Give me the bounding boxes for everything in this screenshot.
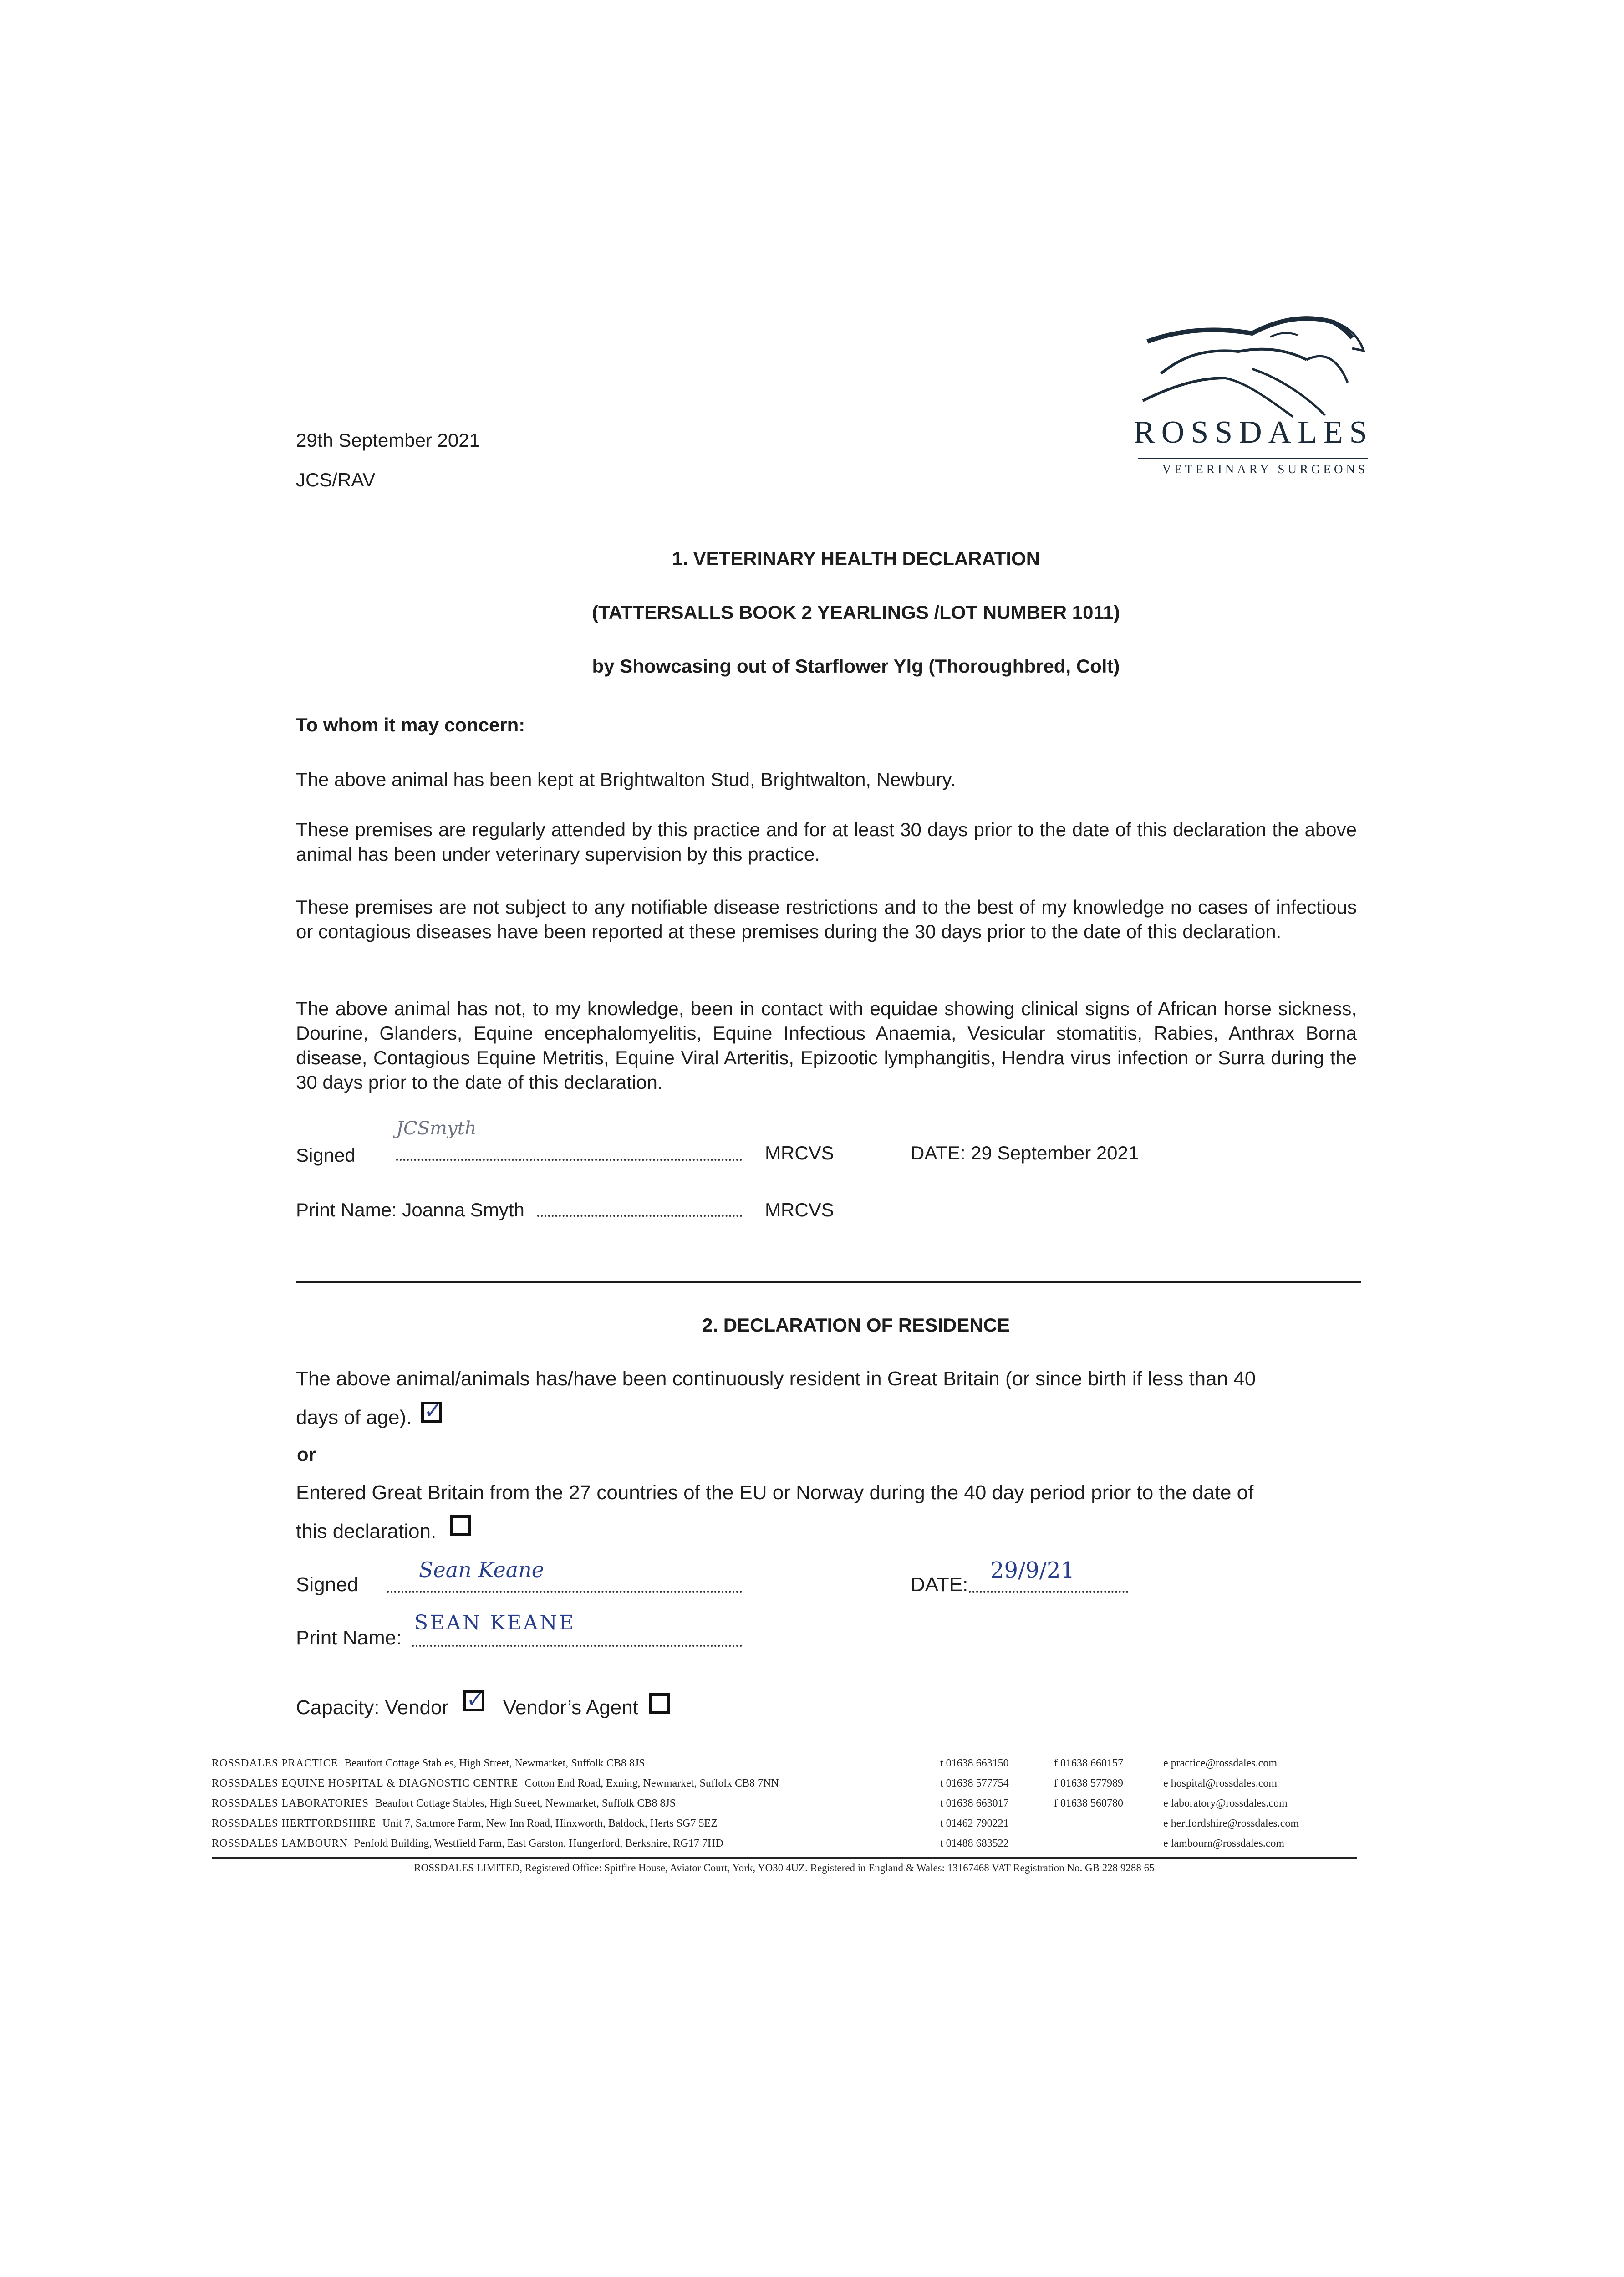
footer-row bbox=[212, 1773, 1368, 1793]
vendor-date-line bbox=[969, 1591, 1128, 1593]
paragraph-no-contact: The above animal has not, to my knowledge, been in contact with equidae showing clinical signs of African horse sickness, Dourine, Glanders, Equine encephalomyelitis, Equine Infectious Anaemia, Vesicular stomatitis, Rabies, Anthrax Borna disease, Contagious Equine Metritis, Equine Viral Arteritis, Epizootic lymphangitis, Hendra virus infection or Surra during the 30 days prior to the date of this declaration. bbox=[296, 998, 1357, 1093]
company-logo bbox=[1134, 310, 1374, 476]
footer-fax: f 01638 560780 bbox=[1054, 1797, 1123, 1809]
vendor-print-name: SEAN KEANE bbox=[414, 1611, 575, 1634]
vendor-date-value: 29/9/21 bbox=[990, 1557, 1075, 1583]
signature-line bbox=[396, 1159, 742, 1161]
signed-label: Signed bbox=[296, 1144, 356, 1166]
vendor-checkbox[interactable] bbox=[463, 1690, 484, 1711]
vendor-signed-label: Signed bbox=[296, 1573, 359, 1596]
logo-divider bbox=[1138, 458, 1368, 459]
footer-email: e hertfordshire@rossdales.com bbox=[1163, 1818, 1299, 1829]
section-divider bbox=[296, 1281, 1361, 1283]
capacity-label: Capacity: Vendor bbox=[296, 1696, 449, 1719]
logo-subtitle: VETERINARY SURGEONS bbox=[1162, 462, 1368, 476]
footer-org: ROSSDALES LAMBOURN bbox=[212, 1838, 348, 1849]
vet-signature: JCSmyth bbox=[396, 1118, 477, 1139]
footer-row bbox=[212, 1753, 1368, 1773]
footer-email: e laboratory@rossdales.com bbox=[1163, 1797, 1288, 1809]
footer-org: ROSSDALES PRACTICE bbox=[212, 1757, 338, 1769]
letter-reference: JCS/RAV bbox=[296, 469, 376, 490]
footer-address: Penfold Building, Westfield Farm, East Garston, Hungerford, Berkshire, RG17 7HD bbox=[354, 1838, 723, 1849]
horse-logo-icon bbox=[1134, 310, 1370, 419]
paragraph-no-disease: These premises are not subject to any notifiable disease restrictions and to the best of my knowledge no cases of infectious or contagious diseases have been reported at these premises during the 30 days prior to the date of this declaration. bbox=[296, 896, 1357, 942]
footer-address: Beaufort Cottage Stables, High Street, Newmarket, Suffolk CB8 8JS bbox=[375, 1797, 676, 1809]
footer-org: ROSSDALES LABORATORIES bbox=[212, 1797, 369, 1809]
footer-address: Unit 7, Saltmore Farm, New Inn Road, Hinxworth, Baldock, Herts SG7 5EZ bbox=[382, 1818, 718, 1829]
footer-tel: t 01462 790221 bbox=[940, 1818, 1009, 1829]
declaration-date: DATE: 29 September 2021 bbox=[911, 1142, 1139, 1164]
vendor-signature-line bbox=[387, 1591, 742, 1593]
footer-tel: t 01488 683522 bbox=[940, 1838, 1009, 1849]
footer-row bbox=[212, 1813, 1368, 1833]
footer-email: e hospital@rossdales.com bbox=[1163, 1777, 1278, 1789]
agent-label: Vendor’s Agent bbox=[503, 1696, 638, 1719]
mrcvs-label-2: MRCVS bbox=[765, 1199, 834, 1220]
agent-checkbox[interactable] bbox=[649, 1693, 670, 1714]
footer-fax: f 01638 577989 bbox=[1054, 1777, 1123, 1789]
section1-subheading: (TATTERSALLS BOOK 2 YEARLINGS /LOT NUMBER 1011) bbox=[592, 602, 1120, 623]
vet-print-name: Print Name: Joanna Smyth bbox=[296, 1199, 524, 1220]
vendor-signature: Sean Keane bbox=[419, 1557, 545, 1582]
letter-date: 29th September 2021 bbox=[296, 429, 480, 451]
paragraph-supervision: These premises are regularly attended by this practice and for at least 30 days prior to the date of this declaration the above animal has been under veterinary supervision by this practice. bbox=[296, 819, 1357, 865]
section2-heading: 2. DECLARATION OF RESIDENCE bbox=[702, 1314, 1010, 1336]
footer-org: ROSSDALES HERTFORDSHIRE bbox=[212, 1818, 376, 1829]
footer-registered: ROSSDALES LIMITED, Registered Office: Spitfire House, Aviator Court, York, YO30 4UZ. Registered in England & Wales: 13167468 VAT Registration No. GB 228 9288 65 bbox=[414, 1862, 1155, 1874]
vendor-print-name-label: Print Name: bbox=[296, 1627, 402, 1649]
residence-option1-line2: days of age). bbox=[296, 1406, 412, 1429]
residence-option2-line2: this declaration. bbox=[296, 1520, 437, 1542]
or-label: or bbox=[297, 1444, 316, 1465]
vendor-date-label: DATE: bbox=[911, 1573, 968, 1596]
footer-tel: t 01638 577754 bbox=[940, 1777, 1009, 1789]
vendor-check-mark: ✓ bbox=[466, 1688, 485, 1712]
footer-row bbox=[212, 1833, 1368, 1853]
footer-address: Beaufort Cottage Stables, High Street, Newmarket, Suffolk CB8 8JS bbox=[344, 1757, 645, 1769]
footer-tel: t 01638 663017 bbox=[940, 1797, 1009, 1809]
resident-checkbox[interactable] bbox=[421, 1399, 443, 1423]
print-name-line bbox=[537, 1215, 742, 1217]
resident-check-mark: ✓ bbox=[424, 1399, 443, 1423]
footer-org: ROSSDALES EQUINE HOSPITAL & DIAGNOSTIC CENTRE bbox=[212, 1777, 519, 1789]
entered-checkbox[interactable] bbox=[450, 1515, 471, 1536]
footer-email: e practice@rossdales.com bbox=[1163, 1757, 1277, 1769]
footer-address: Cotton End Road, Exning, Newmarket, Suffolk CB8 7NN bbox=[524, 1777, 779, 1789]
animal-description: by Showcasing out of Starflower Ylg (Thoroughbred, Colt) bbox=[592, 655, 1120, 677]
footer-fax: f 01638 660157 bbox=[1054, 1757, 1123, 1769]
section1-heading: 1. VETERINARY HEALTH DECLARATION bbox=[672, 548, 1040, 569]
residence-option1-line1: The above animal/animals has/have been continuously resident in Great Britain (or since birth if less than 40 bbox=[296, 1368, 1256, 1390]
residence-option2-line1: Entered Great Britain from the 27 countries of the EU or Norway during the 40 day period prior to the date of bbox=[296, 1481, 1254, 1504]
footer-row bbox=[212, 1793, 1368, 1813]
footer-contacts bbox=[212, 1753, 1368, 1853]
footer-tel: t 01638 663150 bbox=[940, 1757, 1009, 1769]
mrcvs-label: MRCVS bbox=[765, 1142, 834, 1164]
salutation: To whom it may concern: bbox=[296, 714, 525, 735]
logo-name: ROSSDALES bbox=[1134, 415, 1374, 450]
footer-email: e lambourn@rossdales.com bbox=[1163, 1838, 1285, 1849]
vendor-print-name-line bbox=[412, 1645, 742, 1647]
paragraph-premises: The above animal has been kept at Brightwalton Stud, Brightwalton, Newbury. bbox=[296, 769, 956, 790]
